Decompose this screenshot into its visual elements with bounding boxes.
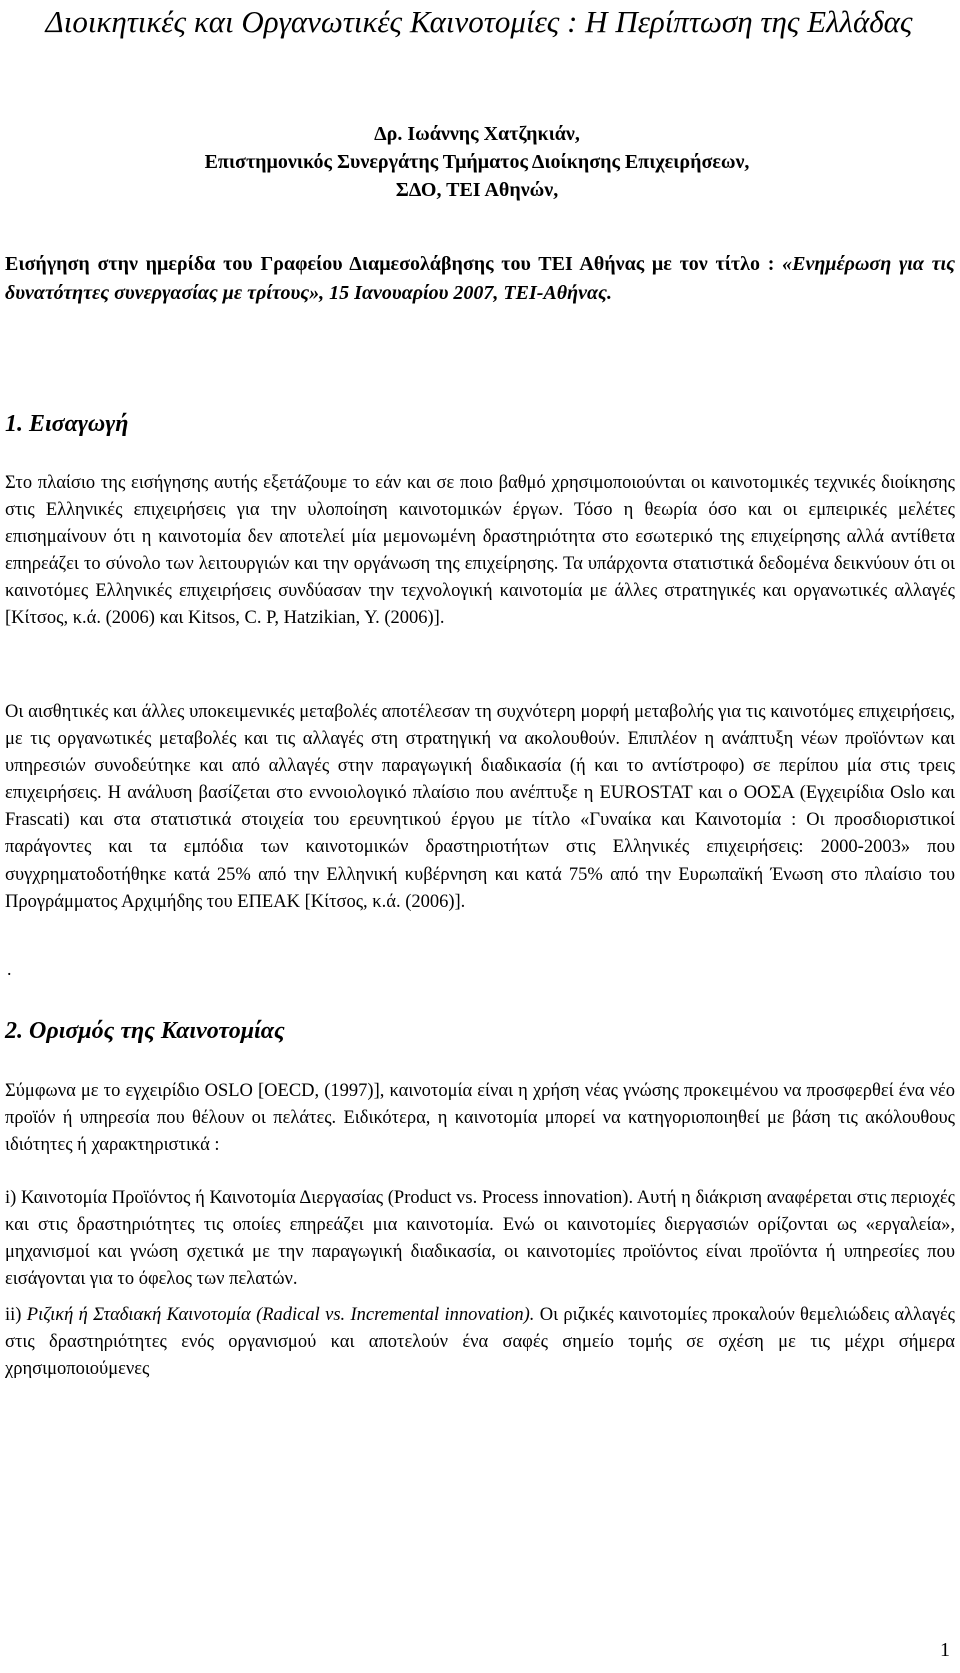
page-number: 1 xyxy=(940,1639,950,1661)
section-heading-definition: 2. Ορισμός της Καινοτομίας xyxy=(5,1018,285,1044)
presentation-note-prefix: Εισήγηση στην ημερίδα του Γραφείου Διαμεσολάβησης του ΤΕΙ Αθήνας με τον τίτλο : xyxy=(5,253,783,275)
item-label: ii) xyxy=(5,1305,27,1325)
author-block xyxy=(0,120,954,204)
definition-paragraph: Σύμφωνα με το εγχειρίδιο OSLO [OECD, (1997)], καινοτομία είναι η χρήση νέας γνώσης προκειμένου να προσφερθεί ένα νέο προϊόν ή υπηρεσία που θέλουν οι πελάτες. Ειδικότερα, η καινοτομία μπορεί να κατηγοριοποιηθεί με βάση τις ακόλουθους ιδιότητες ή χαρακτηριστικά : xyxy=(5,1081,955,1156)
author-institution: ΣΔΟ, ΤΕΙ Αθηνών, xyxy=(395,179,559,201)
section-heading-introduction: 1. Εισαγωγή xyxy=(5,411,129,437)
item-title: Ριζική ή Σταδιακή Καινοτομία (Radical vs. Incremental innovation). xyxy=(26,1305,535,1325)
presentation-note xyxy=(5,250,955,308)
author-name: Δρ. Ιωάννης Χατζηκιάν, xyxy=(374,123,580,145)
stray-dot: . xyxy=(7,959,12,979)
definition-item-radical-incremental xyxy=(5,1302,955,1383)
event-title: «Ενημέρωση για τις δυνατότητες συνεργασίας με τρίτους» xyxy=(5,253,955,304)
document-title: Διοικητικές και Οργανωτικές Καινοτομίες : Η Περίπτωση της Ελλάδας xyxy=(45,4,913,39)
author-position: Επιστημονικός Συνεργάτης Τμήματος Διοίκησης Επιχειρήσεων, xyxy=(204,151,750,173)
presentation-note-suffix: , 15 Ιανουαρίου 2007, ΤΕΙ-Αθήνας. xyxy=(319,282,612,304)
introduction-paragraph-1: Στο πλαίσιο της εισήγησης αυτής εξετάζουμε το εάν και σε ποιο βαθμό χρησιμοποιούνται οι καινοτομικές τεχνικές διοίκησης στις Ελληνικές επιχειρήσεις για την υλοποίηση καινοτομικών έργων. Τόσο η θεωρία όσο και οι εμπειρικές μελέτες επισημαίνουν ότι η καινοτομία δεν αποτελεί μία μεμονωμένη δραστηριότητα στο εσωτερικό της επιχείρησης αλλά αντίθετα επηρεάζει το σύνολο των λειτουργιών και την οργάνωση της επιχείρησης. Τα υπάρχοντα στατιστικά δεδομένα δεικνύουν ότι οι καινοτόμες Ελληνικές επιχειρήσεις συνδύασαν την τεχνολογική καινοτομία με άλλες στρατηγικές και οργανωτικές αλλαγές [Κίτσος, κ.ά. (2006) και Kitsos, C. P, Hatzikian, Y. (2006)]. xyxy=(5,473,955,629)
introduction-paragraph-2: Οι αισθητικές και άλλες υποκειμενικές μεταβολές αποτέλεσαν τη συχνότερη μορφή μεταβολής για τις καινοτόμες επιχειρήσεις, με τις οργανωτικές μεταβολές και τις αλλαγές στη στρατηγική να ακολουθούν. Επιπλέον η ανάπτυξη νέων προϊόντων και υπηρεσιών συνοδεύτηκε και από αλλαγές στην παραγωγική διαδικασία (ή και το αντίστροφο) σε περίπου μία στις τρεις επιχειρήσεις. Η ανάλυση βασίζεται στο εννοιολογικό πλαίσιο που ανέπτυξε η EUROSTAT και ο ΟΟΣΑ (Εγχειρίδια Oslo και Frascati) και στα στατιστικά στοιχεία του ερευνητικού έργου με τίτλο «Γυναίκα και Καινοτομία : Οι προσδιοριστικοί παράγοντες και τα εμπόδια των καινοτομικών δραστηριοτήτων στις Ελληνικές επιχειρήσεις: 2000-2003» που συγχρηματοδοτήθηκε κατά 25% από την Ελληνική κυβέρνηση και κατά 75% από την Ευρωπαϊκή Ένωση στο πλαίσιο του Προγράμματος Αρχιμήδης του ΕΠΕΑΚ [Κίτσος, κ.ά. (2006)]. xyxy=(5,702,955,912)
item-text: Οι ριζικές καινοτομίες προκαλούν θεμελιώδεις αλλαγές στις δραστηριότητες ενός οργανισμού και αποτελούν ένα σαφές σημείο τομής σε σχέση με τις μέχρι σήμερα χρησιμοποιούμενες xyxy=(5,1305,955,1380)
definition-item-product-process: i) Καινοτομία Προϊόντος ή Καινοτομία Διεργασίας (Product vs. Process innovation). Αυτή η διάκριση αναφέρεται στις περιοχές και στις δραστηριότητες τις οποίες επηρεάζει μια καινοτομία. Ενώ οι καινοτομίες διεργασιών ορίζονται ως «εργαλεία», μηχανισμοί και γνώση σχετικά με την παραγωγική διαδικασία, οι καινοτομίες προϊόντος είναι προϊόντα ή υπηρεσίες που εισάγονται για το όφελος των πελατών. xyxy=(5,1188,955,1290)
